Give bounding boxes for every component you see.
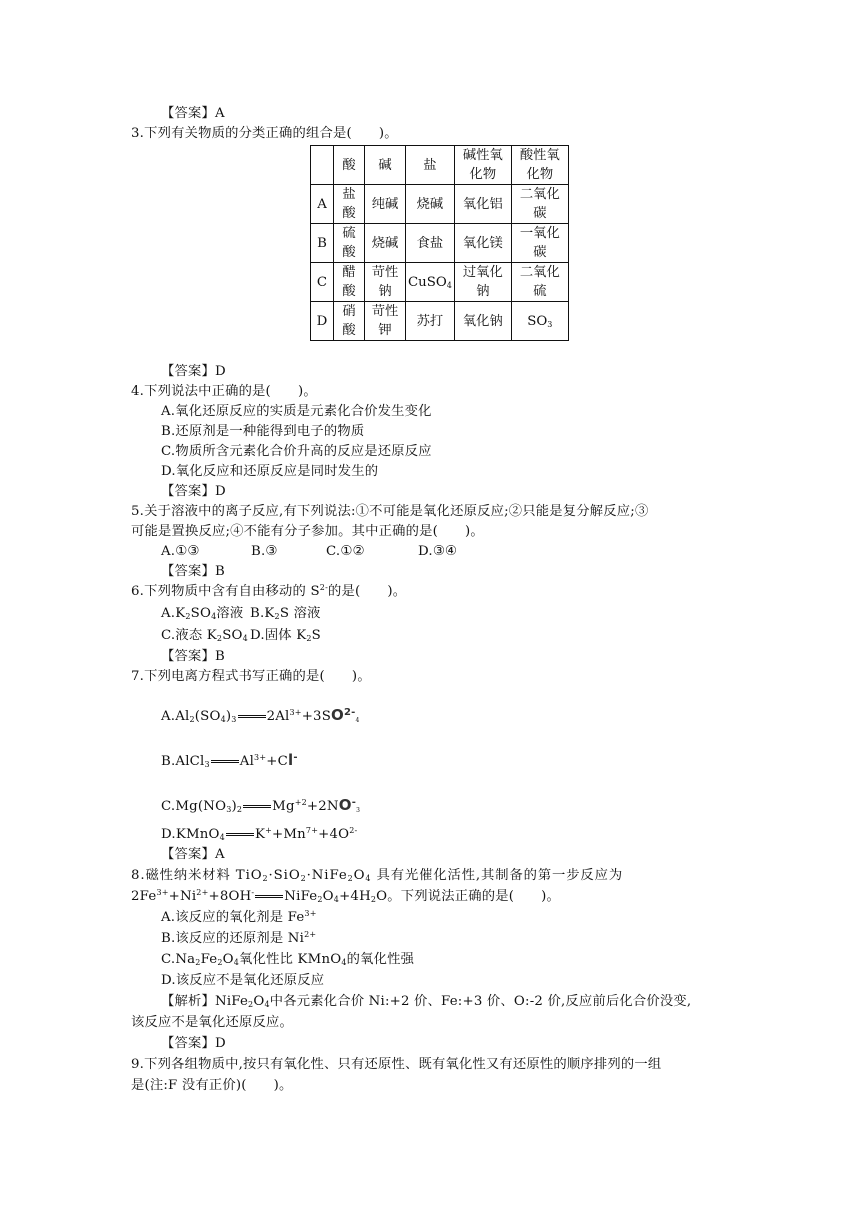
equals-arrow-icon: [238, 715, 266, 718]
q8-answer: 【答案】D: [161, 1036, 226, 1051]
table-cell: 二氧化 硫: [511, 263, 568, 302]
table-cell: 食盐: [406, 224, 455, 263]
q7-option-a: $A.Al_2(SO_4)_3$ $2Al^{3+}+3SO^{2-}_4$: [161, 706, 360, 724]
table-cell: 硫 酸: [334, 224, 365, 263]
q5-option-d: D.③④: [418, 544, 458, 559]
q8-option-b: B.该反应的还原剂是 $Ni^{2+}$: [161, 930, 317, 946]
table-cell: 氧化铝: [454, 185, 511, 224]
q8-option-d: D.该反应不是氧化还原反应: [161, 973, 325, 988]
table-header-cell: 盐: [406, 146, 455, 185]
table-header-cell: 碱: [365, 146, 406, 185]
q4-stem: 4.下列说法中正确的是( )。: [131, 384, 317, 399]
table-header-cell: [311, 146, 334, 185]
q4-option-d: D.氧化反应和还原反应是同时发生的: [161, 464, 379, 479]
table-cell: 苏打: [406, 302, 455, 341]
table-cell: 苛性 钾: [365, 302, 406, 341]
q3-answer: 【答案】D: [161, 364, 226, 379]
q4-option-a: A.氧化还原反应的实质是元素化合价发生变化: [161, 404, 432, 419]
q6-option-d: D.固体 $K_2S$: [250, 628, 321, 643]
q5-option-a: A.①③: [161, 544, 200, 559]
table-cell: 氧化钠: [454, 302, 511, 341]
table-cell: 醋 酸: [334, 263, 365, 302]
table-cell: C: [311, 263, 334, 302]
q9-stem-line2: 是(注:F 没有正价)( )。: [131, 1078, 293, 1093]
table-cell: 氧化镁: [454, 224, 511, 263]
table-row: [311, 185, 569, 224]
q6-answer: 【答案】B: [161, 649, 225, 664]
equals-arrow-icon: [226, 833, 254, 836]
q5-option-b: B.③: [251, 544, 278, 559]
q2-answer: 【答案】A: [161, 106, 225, 121]
q5-stem-line1: 5.关于溶液中的离子反应,有下列说法:①不可能是氧化还原反应;②只能是复分解反应;③: [131, 504, 649, 519]
q7-stem: 7.下列电离方程式书写正确的是( )。: [131, 669, 371, 684]
q8-option-c: $C.Na_2Fe_2O_4$氧化性比 KMnO$_4$的氧化性强: [161, 952, 415, 967]
table-row: [311, 224, 569, 263]
table-cell: 盐 酸: [334, 185, 365, 224]
q7-option-b: B.AlCl$_3$ $Al^{3+}+Cl^-$: [161, 751, 298, 769]
table-header-cell: 酸: [334, 146, 365, 185]
table-cell: 二氧化 碳: [511, 185, 568, 224]
table-cell: 硝 酸: [334, 302, 365, 341]
q8-analysis-line2: 该反应不是氧化还原反应。: [131, 1015, 293, 1030]
table-header-row: [311, 146, 569, 185]
equals-arrow-icon: [211, 760, 239, 763]
q8-stem-line2: $2Fe^{3+}+Ni^{2+}+8OH^-$ $NiFe_2O_4+4H_2O$。下列说法正确的是( )。: [131, 888, 561, 904]
q4-option-c: C.物质所含元素化合价升高的反应是还原反应: [161, 444, 432, 459]
table-cell: 纯碱: [365, 185, 406, 224]
q8-stem-line1: 8.磁性纳米材料 $TiO_2\cdot SiO_2\cdot NiFe_2O_4$ 具有光催化活性,其制备的第一步反应为: [131, 868, 624, 883]
q7-option-c: $C.Mg(NO_3)_2$ $Mg^{+2}+2NO^-_3$: [161, 796, 361, 814]
q7-option-d: D.KMnO$_4$ $K^++Mn^{7+}+4O^{2-}$: [161, 826, 358, 842]
q4-option-b: B.还原剂是一种能得到电子的物质: [161, 424, 365, 439]
table-cell: 烧碱: [365, 224, 406, 263]
q6-stem: 6.下列物质中含有自由移动的 $S^{2-}$的是( )。: [131, 583, 407, 599]
q6-option-b: $B.K_2S$ 溶液: [250, 606, 321, 621]
q3-classification-table: [310, 145, 569, 341]
table-row: [311, 302, 569, 341]
table-cell: D: [311, 302, 334, 341]
table-header-cell: 酸性氧 化物: [511, 146, 568, 185]
table-cell: 烧碱: [406, 185, 455, 224]
table-cell: A: [311, 185, 334, 224]
table-cell: 苛性 钠: [365, 263, 406, 302]
table-cell: $SO_3$: [511, 302, 568, 341]
table-header-cell: 碱性氧 化物: [454, 146, 511, 185]
q7-answer: 【答案】A: [161, 847, 225, 862]
q3-stem: 3.下列有关物质的分类正确的组合是( )。: [131, 126, 398, 141]
table-cell: 过氧化 钠: [454, 263, 511, 302]
table-cell: CuSO$_4$: [406, 263, 455, 302]
q9-stem-line1: 9.下列各组物质中,按只有氧化性、只有还原性、既有氧化性又有还原性的顺序排列的一组: [131, 1057, 662, 1072]
equals-arrow-icon: [243, 805, 271, 808]
equals-arrow-icon: [255, 895, 283, 898]
q6-option-a: $A.K_2SO_4$溶液: [161, 606, 244, 621]
q5-answer: 【答案】B: [161, 564, 225, 579]
q8-analysis-line1: 【解析】$NiFe_2O_4$中各元素化合价 Ni:+2 价、Fe:+3 价、O:-2 价,反应前后化合价没变,: [161, 994, 692, 1009]
q8-option-a: A.该反应的氧化剂是 $Fe^{3+}$: [161, 909, 317, 925]
table-row: [311, 263, 569, 302]
q5-stem-line2: 可能是置换反应;④不能有分子参加。其中正确的是( )。: [131, 524, 484, 539]
q4-answer: 【答案】D: [161, 484, 226, 499]
q6-option-c: C.液态 $K_2SO_4$: [161, 628, 248, 643]
table-cell: 一氧化 碳: [511, 224, 568, 263]
q5-option-c: C.①②: [326, 544, 365, 559]
table-cell: B: [311, 224, 334, 263]
